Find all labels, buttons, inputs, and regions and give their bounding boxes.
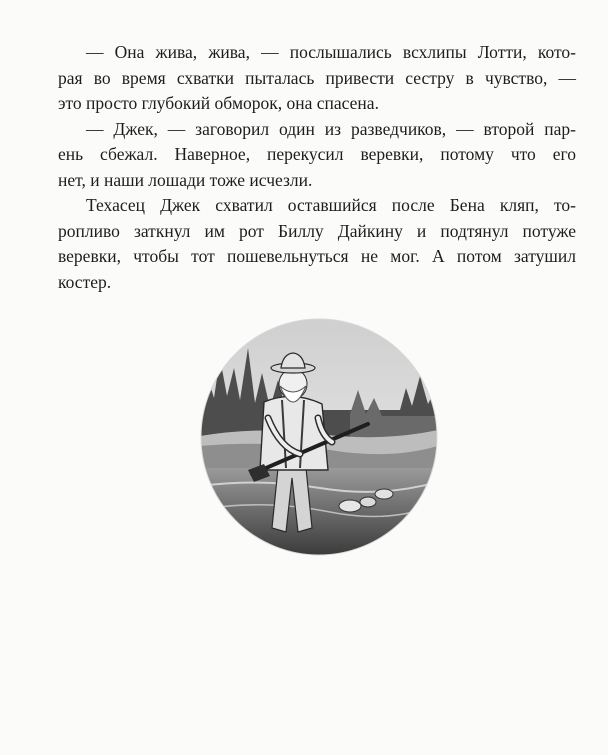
- frontiersman-illustration: [200, 318, 438, 556]
- body-text: [58, 40, 576, 295]
- text-line: ень сбежал. Наверное, перекусил веревки, потому что его: [58, 144, 576, 164]
- text-line: — Джек, — заговорил один из разведчиков, — второй пар-: [86, 118, 576, 139]
- paragraph: [58, 40, 576, 117]
- text-line: это просто глубокий обморок, она спасена.: [58, 93, 379, 113]
- paragraph: [58, 117, 576, 194]
- text-line: костер.: [58, 271, 112, 292]
- text-line: нет, и наши лошади тоже исчезли.: [58, 169, 313, 190]
- text-line: рая во время схватки пыталась привести сестру в чувство, —: [58, 67, 576, 88]
- paragraph: [58, 193, 576, 295]
- text-line: веревки, чтобы тот пошевельнуться не мог. А потом затушил: [58, 246, 576, 266]
- text-line: — Она жива, жива, — послышались всхлипы Лотти, кото-: [86, 42, 576, 62]
- text-line: Техасец Джек схватил оставшийся после Бена кляп, то-: [86, 195, 576, 215]
- text-line: ропливо заткнул им рот Биллу Дайкину и подтянул потуже: [58, 220, 576, 241]
- round-illustration: [200, 318, 438, 556]
